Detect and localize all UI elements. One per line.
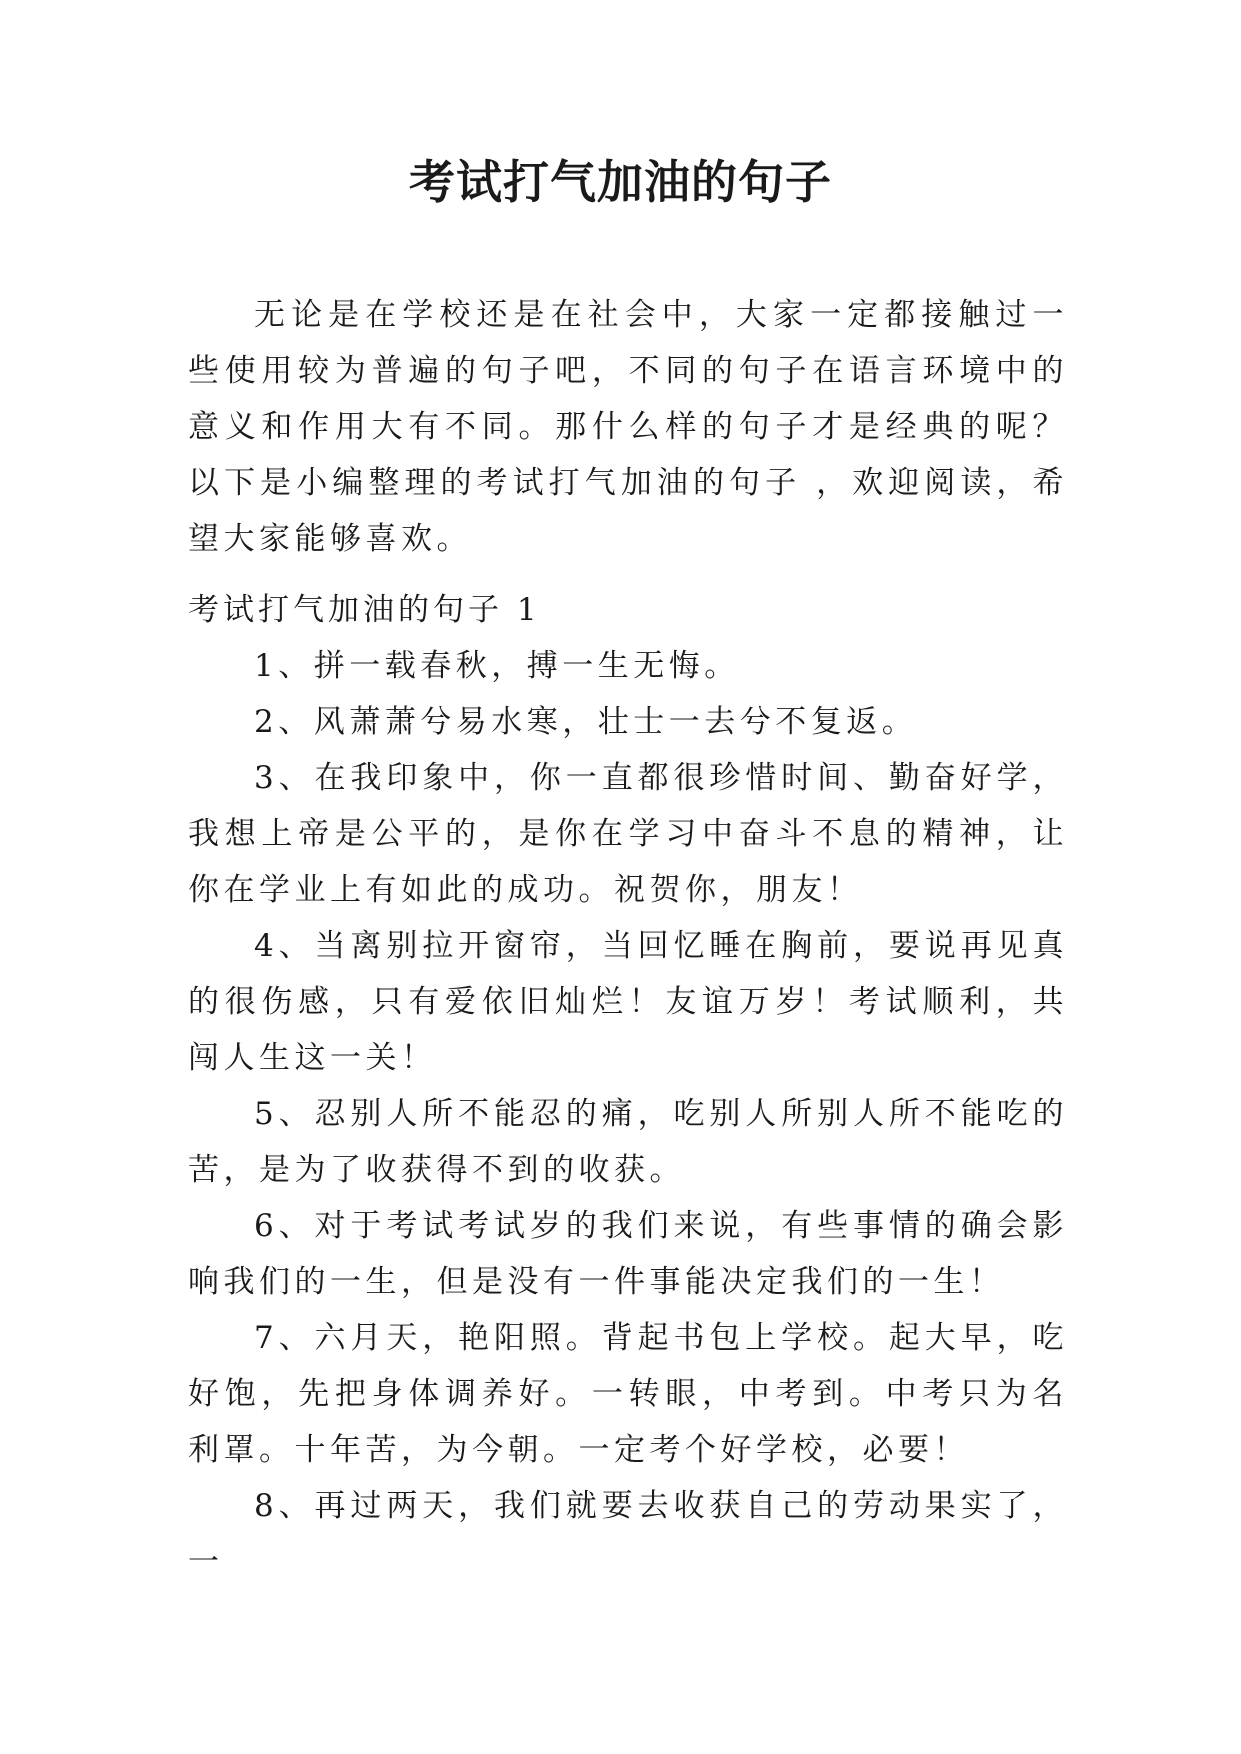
list-item-5: 5、忍别人所不能忍的痛，吃别人所别人所不能吃的苦，是为了收获得不到的收获。 — [188, 1096, 1068, 1188]
list-item-7: 7、六月天，艳阳照。背起书包上学校。起大早，吃好饱，先把身体调养好。一转眼，中考到。中考只为名利罩。十年苦，为今朝。一定考个好学校，必要！ — [188, 1320, 1068, 1468]
intro-paragraph: 无论是在学校还是在社会中，大家一定都接触过一些使用较为普遍的句子吧，不同的句子在语言环境中的意义和作用大有不同。那什么样的句子才是经典的呢？以下是小编整理的考试打气加油的句子 ，欢迎阅读，希望大家能够喜欢。 — [188, 297, 1068, 557]
list-item-4: 4、当离别拉开窗帘，当回忆睡在胸前，要说再见真的很伤感，只有爱依旧灿烂！友谊万岁！考试顺利，共闯人生这一关！ — [188, 928, 1068, 1076]
list-item-2: 2、风萧萧兮易水寒，壮士一去兮不复返。 — [254, 704, 918, 740]
section-heading: 考试打气加油的句子 1 — [188, 592, 541, 628]
list-item-3: 3、在我印象中，你一直都很珍惜时间、勤奋好学，我想上帝是公平的，是你在学习中奋斗不息的精神，让你在学业上有如此的成功。祝贺你，朋友！ — [188, 760, 1068, 908]
list-item-8: 8、再过两天，我们就要去收获自己的劳动果实了，一 — [188, 1488, 1068, 1580]
list-item-6: 6、对于考试考试岁的我们来说，有些事情的确会影响我们的一生，但是没有一件事能决定我们的一生！ — [188, 1208, 1068, 1300]
document-title: 考试打气加油的句子 — [409, 155, 832, 209]
list-item-1: 1、拼一载春秋，搏一生无悔。 — [254, 648, 740, 684]
